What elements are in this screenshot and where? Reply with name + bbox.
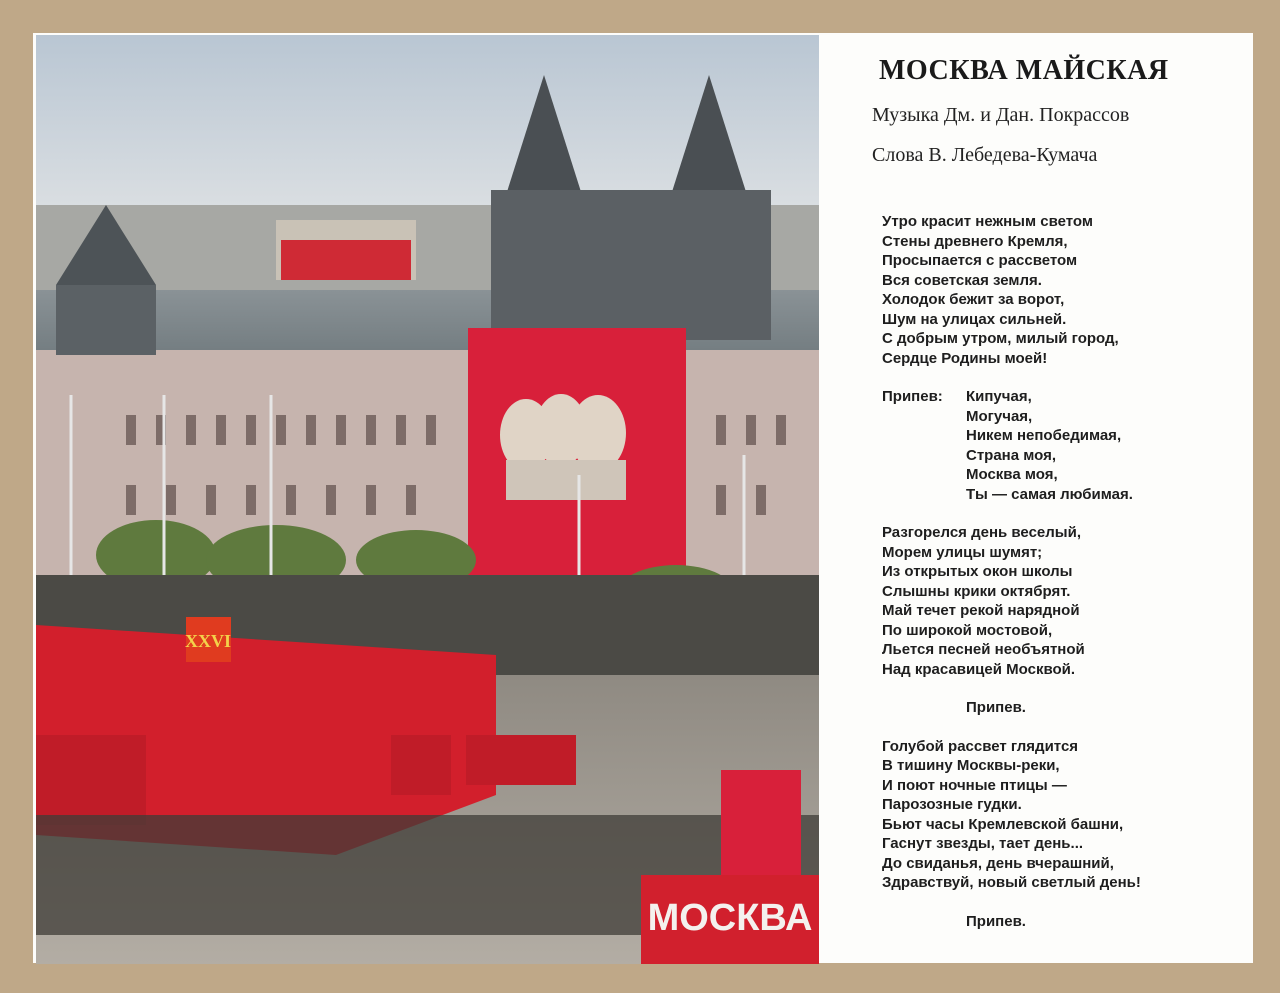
lyric-line: Никем непобедимая, xyxy=(966,427,1122,444)
leaders-portrait xyxy=(500,394,626,471)
lyric-line: Голубой рассвет глядится xyxy=(882,737,1079,755)
lyric-line: По широкой мостовой, xyxy=(882,621,1053,639)
lyric-line: Шум на улицах сильней. xyxy=(882,310,1067,328)
lyric-line: И поют ночные птицы — xyxy=(882,776,1067,794)
lyric-line: В тишину Москвы-реки, xyxy=(882,757,1060,774)
lyric-line: Над красавицей Москвой. xyxy=(882,660,1076,678)
lyric-line: Могучая, xyxy=(966,407,1033,425)
chorus-label: Припев: xyxy=(882,388,943,405)
lyric-line: Парозозные гудки. xyxy=(882,796,1022,813)
verse-3 xyxy=(882,737,1141,893)
lyric-line: Ты — самая любимая. xyxy=(966,485,1133,503)
lyric-line: Май течет рекой нарядной xyxy=(882,602,1080,619)
words-credit: Слова В. Лебедева-Кумача xyxy=(872,144,1098,166)
lyric-line: Гаснут звезды, тает день... xyxy=(882,835,1084,852)
song-title: МОСКВА МАЙСКАЯ xyxy=(879,55,1169,86)
chorus-lines xyxy=(966,387,1133,504)
lyric-line: Сердце Родины моей! xyxy=(882,349,1048,367)
svg-text:МОСКВА: МОСКВА xyxy=(647,897,813,939)
lyric-line: Морем улицы шумят; xyxy=(882,543,1043,561)
parade-photo xyxy=(36,35,819,964)
lyric-line: С добрым утром, милый город, xyxy=(882,330,1119,347)
refrain-marker: Припев. xyxy=(966,699,1026,716)
lyric-line: Льется песней необъятной xyxy=(882,641,1085,658)
lyric-line: Вся советская земля. xyxy=(882,271,1042,289)
lyric-line: До свиданья, день вчерашний, xyxy=(882,854,1114,872)
distant-banners xyxy=(281,240,411,280)
lyric-line: Утро красит нежным светом xyxy=(882,213,1093,230)
svg-text:XXVI: XXVI xyxy=(184,631,232,651)
lyric-line: Москва моя, xyxy=(966,466,1058,483)
verse-1 xyxy=(882,212,1141,368)
lyric-line: Просыпается с рассветом xyxy=(882,252,1078,269)
lyric-line: Холодок бежит за ворот, xyxy=(882,291,1065,308)
lyric-line: Кипучая, xyxy=(966,388,1032,405)
lyrics-body xyxy=(882,212,1141,950)
lyric-line: Из открытых окон школы xyxy=(882,563,1073,580)
chorus xyxy=(882,387,1141,504)
lyric-line: Здравствуй, новый светлый день! xyxy=(882,874,1141,891)
lyric-line: Бьют часы Кремлевской башни, xyxy=(882,815,1124,833)
verse-2 xyxy=(882,523,1141,679)
music-credit: Музыка Дм. и Дан. Покрассов xyxy=(872,104,1130,126)
refrain-marker: Припев. xyxy=(966,912,1026,930)
lyric-line: Слышны крики октябрят. xyxy=(882,582,1071,600)
lyric-line: Страна моя, xyxy=(966,446,1057,464)
lyrics-panel xyxy=(835,35,1245,964)
lyric-line: Разгорелся день веселый, xyxy=(882,524,1081,541)
lyric-line: Стены древнего Кремля, xyxy=(882,232,1068,250)
